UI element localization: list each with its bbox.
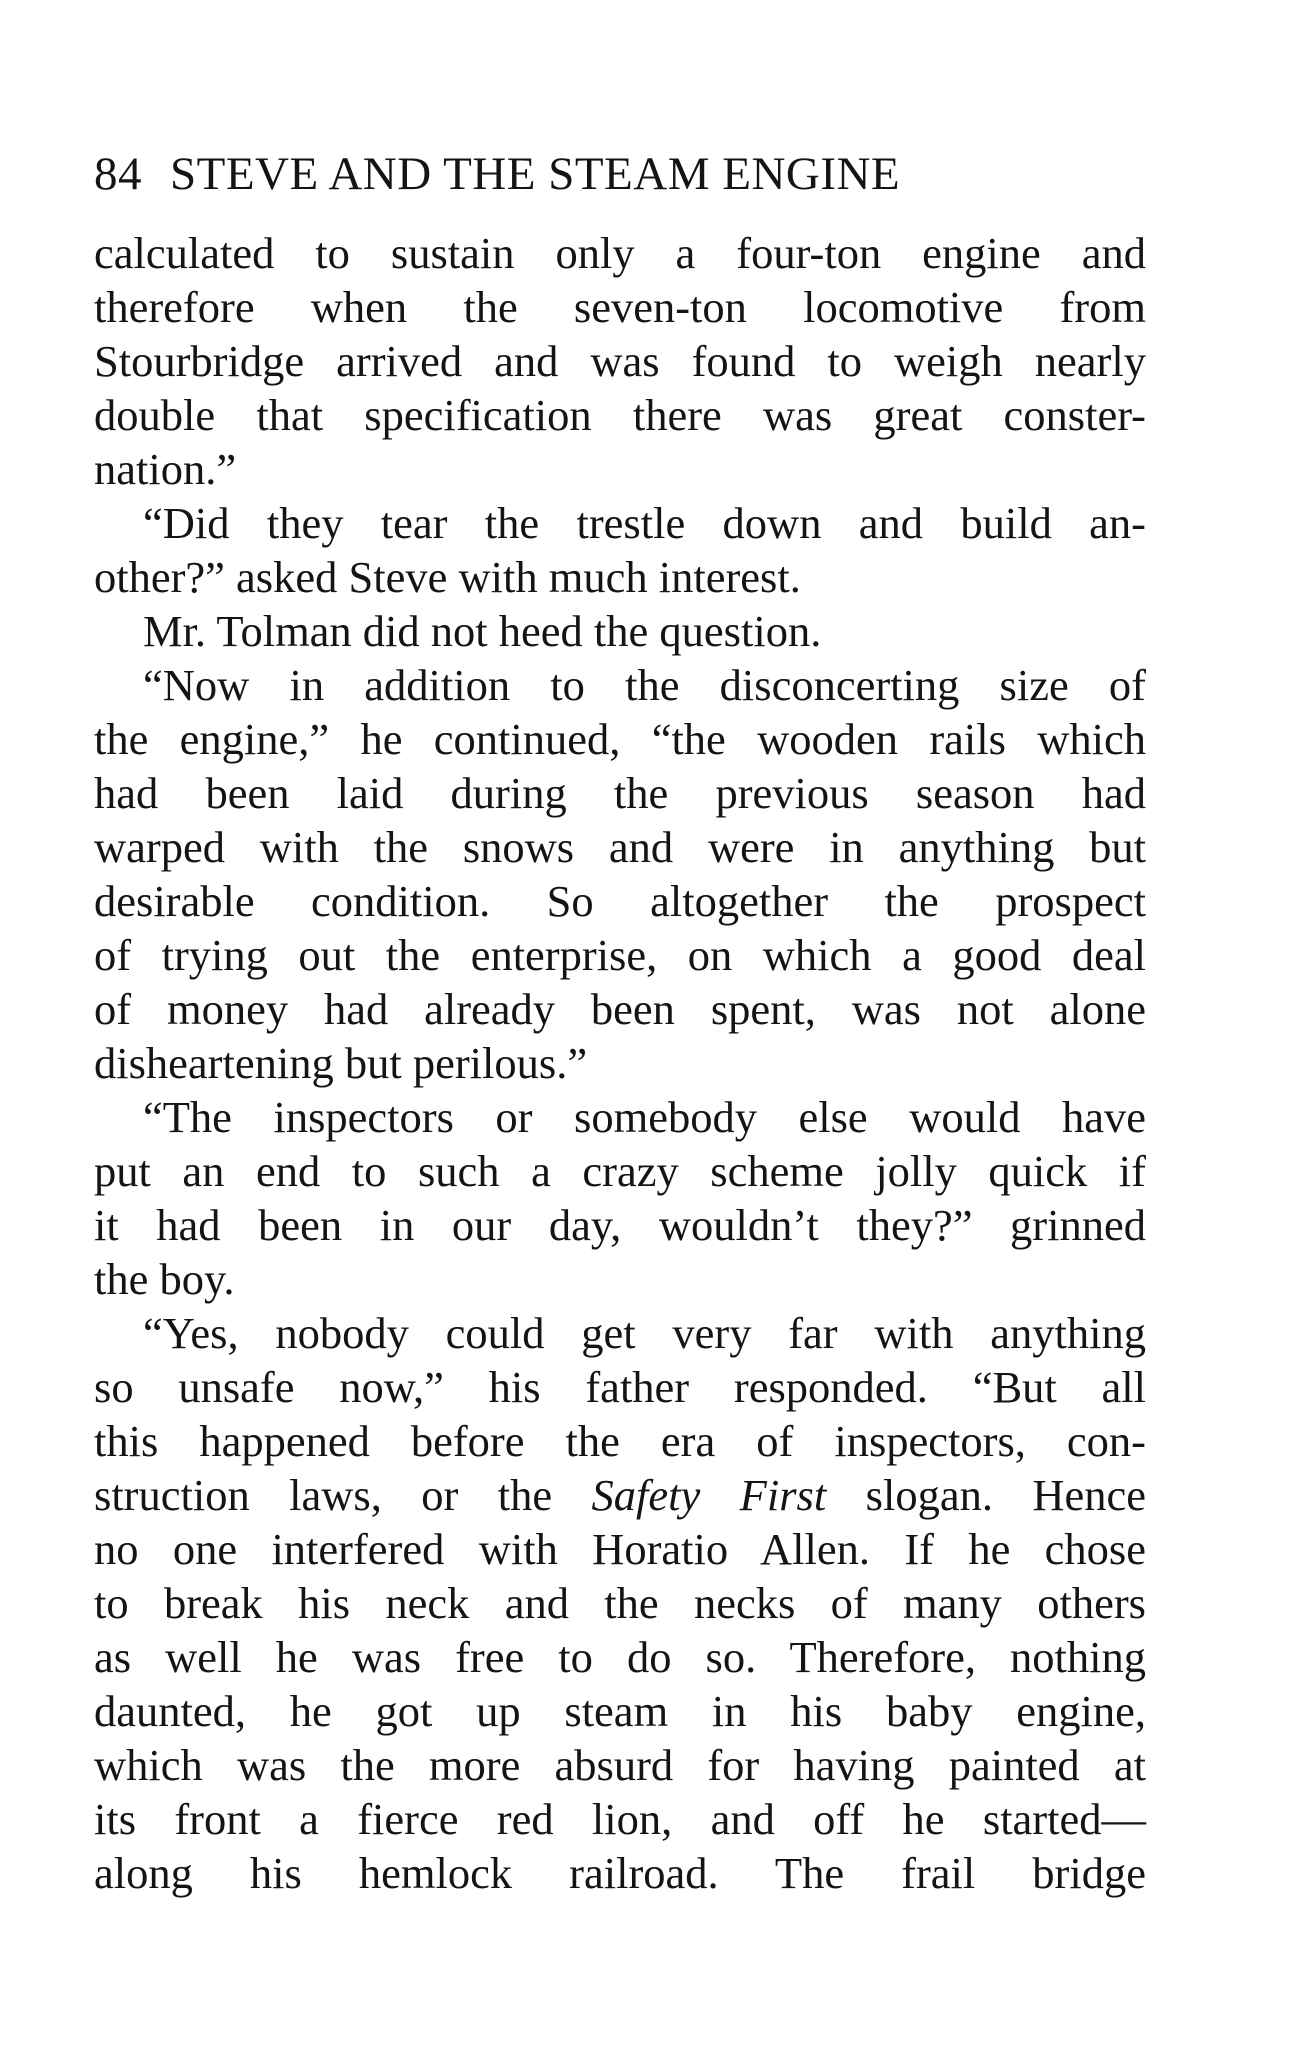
text-line: Mr. Tolman did not heed the question.: [143, 606, 822, 656]
text-line: calculated to sustain only a four-ton engine and: [94, 228, 1146, 278]
text-line: to break his neck and the necks of many others: [94, 1578, 1146, 1628]
text-line: of money had already been spent, was not alone: [94, 984, 1146, 1034]
text-line: as well he was free to do so. Therefore, nothing: [94, 1632, 1146, 1682]
text-line: Stourbridge arrived and was found to weigh nearly: [94, 336, 1146, 386]
text-line: [94, 1468, 1146, 1522]
text-line: put an end to such a crazy scheme jolly quick if: [94, 1146, 1146, 1196]
text-line: desirable condition. So altogether the prospect: [94, 876, 1146, 926]
italic-phrase: Safety First: [591, 1470, 827, 1520]
text-line: therefore when the seven-ton locomotive from: [94, 282, 1146, 332]
text-line: so unsafe now,” his father responded. “But all: [94, 1362, 1146, 1412]
text-line: “Yes, nobody could get very far with anything: [143, 1308, 1146, 1358]
text-line: the engine,” he continued, “the wooden rails which: [94, 714, 1146, 764]
text-line: of trying out the enterprise, on which a good deal: [94, 930, 1146, 980]
text-line: daunted, he got up steam in his baby engine,: [94, 1686, 1146, 1736]
body-text: [94, 226, 1146, 1900]
text-line: along his hemlock railroad. The frail bridge: [94, 1848, 1146, 1898]
text-line: which was the more absurd for having painted at: [94, 1740, 1146, 1790]
text-segment: slogan. Hence: [826, 1470, 1147, 1520]
text-line: its front a fierce red lion, and off he started—: [94, 1794, 1146, 1844]
text-line: double that specification there was great conster-: [94, 390, 1146, 440]
text-line: “Did they tear the trestle down and build an-: [143, 498, 1146, 548]
text-line: it had been in our day, wouldn’t they?” grinned: [94, 1200, 1146, 1250]
text-line: warped with the snows and were in anything but: [94, 822, 1146, 872]
running-head: [94, 146, 900, 202]
chapter-title: STEVE AND THE STEAM ENGINE: [170, 148, 901, 200]
text-line: had been laid during the previous season had: [94, 768, 1146, 818]
text-line: “The inspectors or somebody else would have: [143, 1092, 1146, 1142]
text-line: no one interfered with Horatio Allen. If he chose: [94, 1524, 1146, 1574]
text-line: nation.”: [94, 444, 237, 494]
page-number: 84: [94, 148, 142, 200]
text-segment: struction laws, or the: [94, 1470, 592, 1520]
text-line: disheartening but perilous.”: [94, 1038, 588, 1088]
text-line: the boy.: [94, 1254, 235, 1304]
text-line: this happened before the era of inspectors, con-: [94, 1416, 1146, 1466]
text-line: “Now in addition to the disconcerting size of: [143, 660, 1146, 710]
text-line: other?” asked Steve with much interest.: [94, 552, 801, 602]
